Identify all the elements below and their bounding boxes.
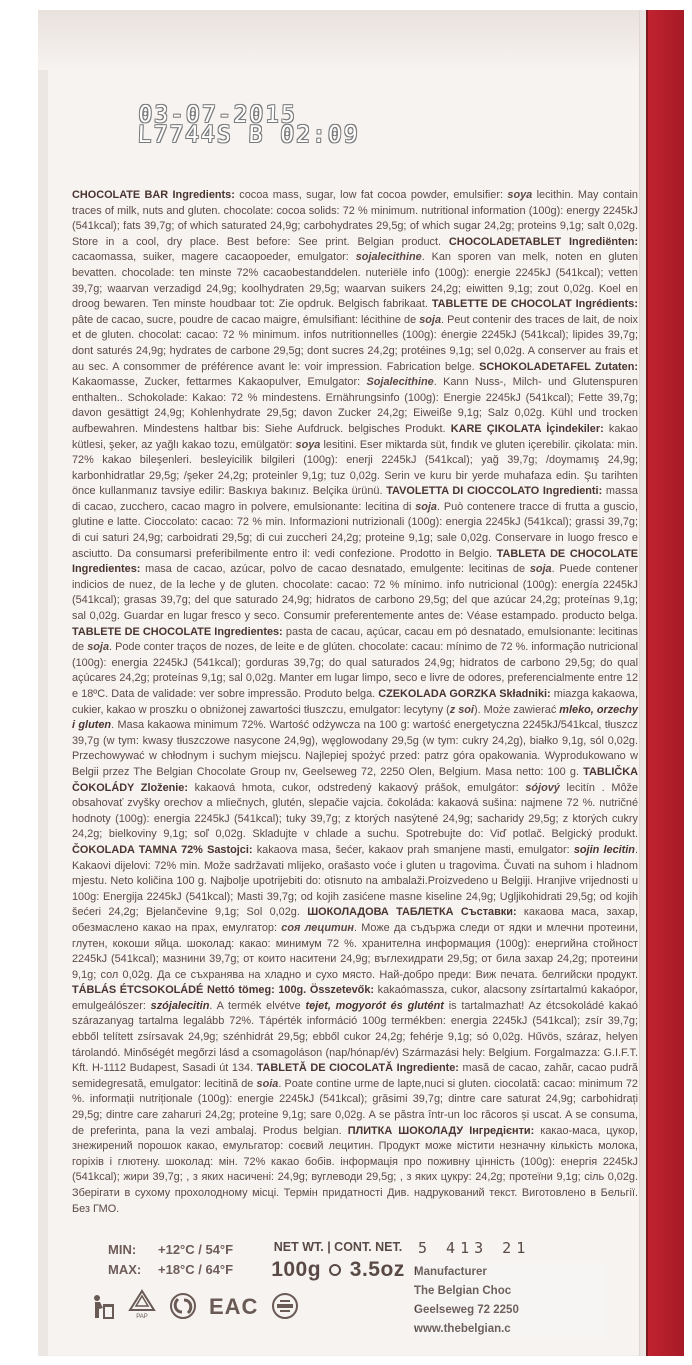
ingredients-segment: pâte de cacao, sucre, poudre de cacao maigre, émulsifiant: lécithine de xyxy=(72,313,420,326)
ingredients-segment: pasta de cacau, açúcar, cacau em pó desnatado, emulsionante: lecitinas de xyxy=(72,625,639,654)
max-temp-label: MAX: xyxy=(108,1262,142,1277)
ingredients-segment: . Kann Nuss-, Milch- und Glutenspuren enthalten.. Schokolade: Kakao: 72 % mindestens. Ernährungsinfo (100g): Energie 2245kJ (541kcal); Fette 39,7g; davon gesättigt 24,9g; Kohlenhydrate 29,5g; davon Zucker 24,2g; Eiweiße 9,1g; Salz 0,02g. Kühl und trocken aufbewahren. Mindestens haltbar bis: Siehe Aufdruck. belgisches Produkt. xyxy=(72,376,638,435)
language-heading: SCHOKOLADETAFEL Zutaten: xyxy=(479,360,638,373)
allergen-italic: soja xyxy=(419,313,442,326)
manufacturer-line-2: The Belgian Choc xyxy=(414,1285,512,1297)
recycle-pap-icon xyxy=(127,1289,157,1320)
language-heading: KARE ÇIKOLATA İçindekiler: xyxy=(450,422,604,435)
allergen-bold-italic: sojin lecitin xyxy=(573,843,635,856)
lot-code-print xyxy=(137,102,438,148)
ingredients-segment: kakaova masa, šećer, kakaov prah smanjene masti, emulgator: xyxy=(252,843,574,856)
storage-temperatures xyxy=(108,1240,233,1280)
ingredients-segment: miazga kakaowa, cukier, kakao w proszku o obniżonej zawartości tłuszczu, emulgator: lecytyny ( xyxy=(72,688,638,716)
ingredients-segment: . Може да съдържа следи от ядки и млечни протеини, глутен, кокоши яйца. шоколад: какао: минимум 72 %. хранителна информация (100g): енергийна стойност 2245kJ (541kcal); мазнини 39,7g; от които наситени 24,9g; въглехидрати 29,5g; от била захар 24,2g; протеини 9,1g; сол 0,02g. Да се съхранява на хладно и сухо място. Най-добро преди: Виж печата. белгийски продукт. xyxy=(72,921,638,981)
ingredients-segment: is tartalmazhat! Az étcsokoládé kakaó szárazanyag tartalma legalább 72%. Tápérték információ 100g termékben: energia 2245kJ (541kcal); zsír 39,7g; ebből telített zsírsavak 24,9g; szénhidrát 29,5g; ebből cukor 24,2g; fehérje 9,1g; só 0,02g. Hűvös, száraz, helyen tárolandó. Minőségét megőrzi lásd a csomagoláson (nap/hónap/év) Származási hely: Belgium. Forgalmazza: G.I.F.T. Kft. H-1112 Budapest, Sasadi út 134. xyxy=(72,999,638,1075)
ingredients-segment: . Pode conter traços de nozes, de leite e de glúten. chocolate: cacau: mínimo de 72 %. informação nutricional (100g): energia 2245kJ (541kcal); gorduras 39,7g; do qual saturados 24,9g; hidratos de carbono 29,5g; do qual açúcares 24,2g; proteínas 9,1g; sal 0,02g. Manter em lugar limpo, seco e livre de odores, preferencialmente entre 12 e 18ºC. Data de validade: ver sobre impressão. Produto belga. xyxy=(72,641,638,700)
batch-code: L7744S B 02:09 xyxy=(137,122,360,148)
allergen-italic: Sojalecithine xyxy=(366,376,434,389)
ingredients-segment: cocoa mass, sugar, low fat cocoa powder, emulsifier: xyxy=(234,189,508,201)
ingredients-segment: massa di cacao, zucchero, cacao magro in polvere, emulsionante: lecitina di xyxy=(72,485,638,513)
ingredients-text-block xyxy=(72,188,638,1217)
ingredients-segment: lecithin. May contain traces of milk, nuts and gluten. chocolate: cocoa solids: 72 % minimum. nutritional information (100g): energy 2245kJ (541kcal); fats 39,7g; of which saturated 24,9g; carbohydrates 29,5g; of which sugar 24,2g; proteins 9,1g; salt 0,02g. Store in a cool, dry place. Best before: See print. Belgian product. xyxy=(72,189,638,248)
allergen-bold-italic: szójalecitin xyxy=(150,999,210,1012)
allergen-bold-italic: mleko, orzechy i gluten xyxy=(72,703,638,732)
ingredients-segment: . Peut contenir des traces de lait, de noix et de gluten. chocolat: cacao: 72 % minimum. infos nutritionnelles (100g): énergie 2245kJ (541kcal); lipides 39,7g; dont saturés 24,9g; hydrates de carbone 29,5g; dont sucres 24,2g; protéines 9,1g; sel 0,02g. A conserver au frais et au sec. A consommer de préférence avant le: voir impression. Fabrication belge. xyxy=(72,313,639,373)
net-weight-oz: 3.5oz xyxy=(349,1258,405,1281)
language-heading: CZEKOLADA GORZKA Składniki: xyxy=(378,688,551,700)
ingredients-segment: какаова маса, захар, обезмаслено какао на прах, емулгатор: xyxy=(72,906,638,934)
language-heading: TAVOLETTA DI CIOCCOLATO Ingredienti: xyxy=(386,485,603,498)
ingredients-segment: . Masa kakaowa minimum 72%. Wartość odżywcza na 100 g: wartość energetyczna 2245kJ/541kcal, tłuszcz 39,7g (w tym: kwasy tłuszczowe nasycone 24,9g), węglowodany 29,5g (w tym: cukry 24,2g), białko 9,1g, sól 0,02g. Przechowywać w chłodnym i suchym miejscu. Najlepiej spożyć przed: patrz góra opakowania. Wyprodukowano w Belgii przez The Belgian Chocolate Group nv, Geelseweg 72, 2250 Olen, Belgium. Masa netto: 100 g. xyxy=(72,719,638,778)
manufacturer-website: www.thebelgian.c xyxy=(414,1323,511,1335)
language-heading: ШОКОЛАДОВА ТАБЛЕТКА Съставки: xyxy=(307,906,517,919)
ingredients-segment: . A termék elvétve xyxy=(209,999,306,1012)
allergen-bold-italic: tejet, mogyorót és glutént xyxy=(305,999,444,1012)
max-temp-value: +18°C / 64°F xyxy=(158,1262,234,1277)
ingredients-segment: Kakaomasse, Zucker, fettarmes Kakaopulver, Emulgator: xyxy=(72,376,367,389)
ingredients-segment: kakao kütlesi, şeker, az yağlı kakao tozu, emülgatör: xyxy=(72,422,638,451)
allergen-italic: soia xyxy=(256,1077,279,1090)
language-heading: TABLETE DE CHOCOLATE Ingredientes: xyxy=(72,625,283,638)
allergen-italic: soja xyxy=(529,563,552,576)
ingredients-segment: . Kakaovi dijelovi: 72% min. Može sadržavati mlijeko, orašasto voće i gluten u tragovima. Čuvati na suhom i hladnom mjestu. Neto količina 100 g. Najbolje upotrijebiti do: otisnuto na ambalaži.Proizvedeno u Belgiji. Hranjive vrijednosti u 100g: Energija 2245kJ (541kcal); Masti 39,7g; od kojih zasićene masne kiseline 24,9g; Ugljikohidrati 29,5g; od kojih šećeri 24,2g; Bjelančevine 9,1g; Sol 0,02g. xyxy=(72,843,638,919)
language-heading: TABLIČKA ČOKOLÁDY Zloženie: xyxy=(72,765,638,794)
pap-label: PAP xyxy=(136,1314,148,1320)
language-heading: CHOCOLADETABLET Ingrediënten: xyxy=(448,235,638,248)
language-heading: TÁBLÁS ÉTCSOKOLÁDÉ Nettó tömeg: 100g. Összetevők: xyxy=(72,984,375,997)
language-heading: TABLETĂ DE CIOCOLATĂ Ingrediente: xyxy=(256,1062,459,1075)
halal-icon xyxy=(270,1292,300,1320)
language-heading: TABLETA DE CHOCOLATE Ingredientes: xyxy=(72,547,639,576)
tidyman-icon xyxy=(91,1294,115,1320)
allergen-italic: soja xyxy=(415,500,437,513)
ingredients-segment: cacaomassa, suiker, magere cacaopoeder, emulgator: xyxy=(72,251,356,264)
weight-separator-icon xyxy=(329,1264,341,1276)
allergen-italic: soya xyxy=(295,438,321,451)
best-before-date: 03-07-2015 xyxy=(137,102,298,128)
net-weight-grams: 100g xyxy=(271,1258,322,1281)
ingredients-segment: ). Może zawierać xyxy=(473,703,560,716)
ingredients-segment: lecitín . Môže obsahovať zvyšky orechov a mliečnych, glutén, slepačie vajcia. čokoláda: kakaová sušina: najmene 72 %. nutričné hodnoty (100g): energia 2245kJ (541kcal); tuky 39,7g; z ktorých nasýtené 24,9g; sacharidy 29,5g; z ktorých cukry 24,2g; bielkoviny 9,1g; soľ 0,02g. Skladujte v chlade a suchu. Spotrebujte do: Viď potlač. Belgický produkt. xyxy=(72,781,639,841)
ingredients-segment: какао-маса, цукор, знежирений порошок какао, емульгатор: соєвий лецитин. Продукт може містити незначну кількість молока, горіхів і глютену. шоколад: мін. 72% какао бобів. інформація про поживну цінність (100g): енергія 2245kJ (541kcal); жири 39,7g; , з яких насичені: 24,9g; вуглеводи 29,5g; , з яких цукру: 24,2g; протеїни 9,1g; сіль 0,02g. Зберігати в сухому прохолодному місці. Термін придатності Див. надрукований текст. Виготовлено в Бельгії. Без ГМО. xyxy=(72,1124,639,1215)
ingredients-segment: . Può contenere tracce di frutta a guscio, glutine e latte. Cioccolato: cacao: 72 % min. Informazioni nutrizionali (100g): energia 2245kJ (541kcal); grassi 39,7g; di cui saturi 24,9g; carboidrati 29,5g; di cui zuccheri 24,2g; proteine 9,1g; sale 0,02g. Conservare in luogo fresco e asciutto. Da consumarsi preferibilmente entro il: vedi confezione. Prodotto in Belgio. xyxy=(72,500,638,560)
ingredients-segment: . Poate contine urme de lapte,nuci si gluten. ciocolată: cacao: minimum 72 %. informații nutriționale (100g): energie 2245kJ (541kcal); grăsimi 39,7g; dintre care saturat 24,9g; carbohidrați 29,5g; dintre care zaharuri 24,2g; proteine 9,1g; sare 0,02g. A se păstra într-un loc răcoros și uscat. A se consuma, de preferinta, pana la vezi ambalaj. Produs belgian. xyxy=(72,1077,638,1137)
eac-label: EAC xyxy=(209,1294,259,1319)
net-weight-label: NET WT. | CONT. NET. xyxy=(273,1240,403,1254)
allergen-italic: z soi xyxy=(449,703,474,716)
allergen-italic: sojalecithine xyxy=(355,251,422,264)
ingredients-segment: . Kan sporen van melk, noten en gluten bevatten. chocolade: ten minste 72% cacaobestanddelen. nuteriële info (100g): energie 2245kJ (541kcal); vetten 39,7g; waarvan verzadigd 24,9g; koolhydraten 29,5g; waarvan suikers 24,2g; eiwitten 9,1g; zout 0,02g. Koel en droog bewaren. Ten minste houdbaar tot: Zie opdruk. Belgisch fabrikaat. xyxy=(72,251,638,311)
language-heading: TABLETTE DE CHOCOLAT Ingrédients: xyxy=(431,298,638,311)
ingredients-segment: masă de cacao, zahăr, cacao pudră semidegresată, emulgator: lecitină de xyxy=(72,1062,638,1090)
ingredients-segment: . Puede contener indicios de nuez, de la leche y de gluten. chocolate: cacao: 72 % mínimo. info nutricional (100g): energía 2245kJ (541kcal); grasas 39,7g; del que saturado 24,9g; hidratos de carbono 29,5g; del que azúcar 24,2g; proteínas 9,1g; sal 0,02g. Guardar en lugar fresco y seco. Consumir preferentemente antes de: Véase estampado. producto belga. xyxy=(72,563,639,623)
ingredients-segment: masa de cacao, azúcar, polvo de cacao desnatado, emulgente: lecitinas de xyxy=(140,563,530,576)
manufacturer-line-3: Geelseweg 72 2250 xyxy=(414,1304,519,1316)
package-top-shadow xyxy=(38,10,654,70)
min-temp-value: +12°C / 54°F xyxy=(158,1242,234,1257)
barcode-number: 5 413 21 xyxy=(418,1239,531,1257)
eac-mark-icon xyxy=(209,1294,258,1320)
ingredients-segment: kakaová hmota, cukor, odstredený kakaový prášok, emulgátor: xyxy=(188,781,526,794)
language-heading: ČOKOLADA TAMNA 72% Sastojci: xyxy=(72,843,253,856)
min-temp-label: MIN: xyxy=(108,1242,137,1257)
ingredients-segment: lesitini. Eser miktarda süt, fındık ve gluten içerebilir. çikolata: min. 72% kakao bileşenleri. besleyicilik bilgileri (100g): enerji 2245kJ (541kcal); yağ 39,7g; /doymamış 24,9g; karbonhidratlar 29,5g; /şeker 24,2g; proteinler 9,1g; tuz 0,02g. Serin ve kuru bir yerde muhafaza edin. Şu tarihten önce kullanmanız tavsiye edilir: Baskıya bakınız. Belçika ürünü. xyxy=(72,438,639,498)
language-heading: ПЛИТКА ШОКОЛАДУ Інгредієнти: xyxy=(347,1124,535,1137)
package-left-fold xyxy=(38,10,48,1356)
max-temp-row xyxy=(108,1260,233,1280)
language-heading: CHOCOLATE BAR Ingredients: xyxy=(72,189,235,201)
allergen-italic: soja xyxy=(87,641,109,654)
sticker-overlay xyxy=(416,1262,606,1340)
ingredients-segment: kakaómassza, cukor, alacsony zsírtartalmú kakaópor, emulgeálószer: xyxy=(72,984,638,1012)
packaging-symbols xyxy=(91,1289,300,1320)
green-dot-icon xyxy=(169,1292,197,1320)
ingredients-paragraph xyxy=(72,188,638,1217)
net-weight xyxy=(263,1240,413,1282)
net-weight-value xyxy=(263,1258,413,1282)
package-red-side xyxy=(646,10,684,1356)
allergen-italic: соя лецитин xyxy=(281,921,354,934)
allergen-italic: sójový xyxy=(525,781,560,794)
min-temp-row xyxy=(108,1240,233,1260)
manufacturer-line-1: Manufacturer xyxy=(414,1266,487,1278)
allergen-italic: soya xyxy=(507,189,533,201)
